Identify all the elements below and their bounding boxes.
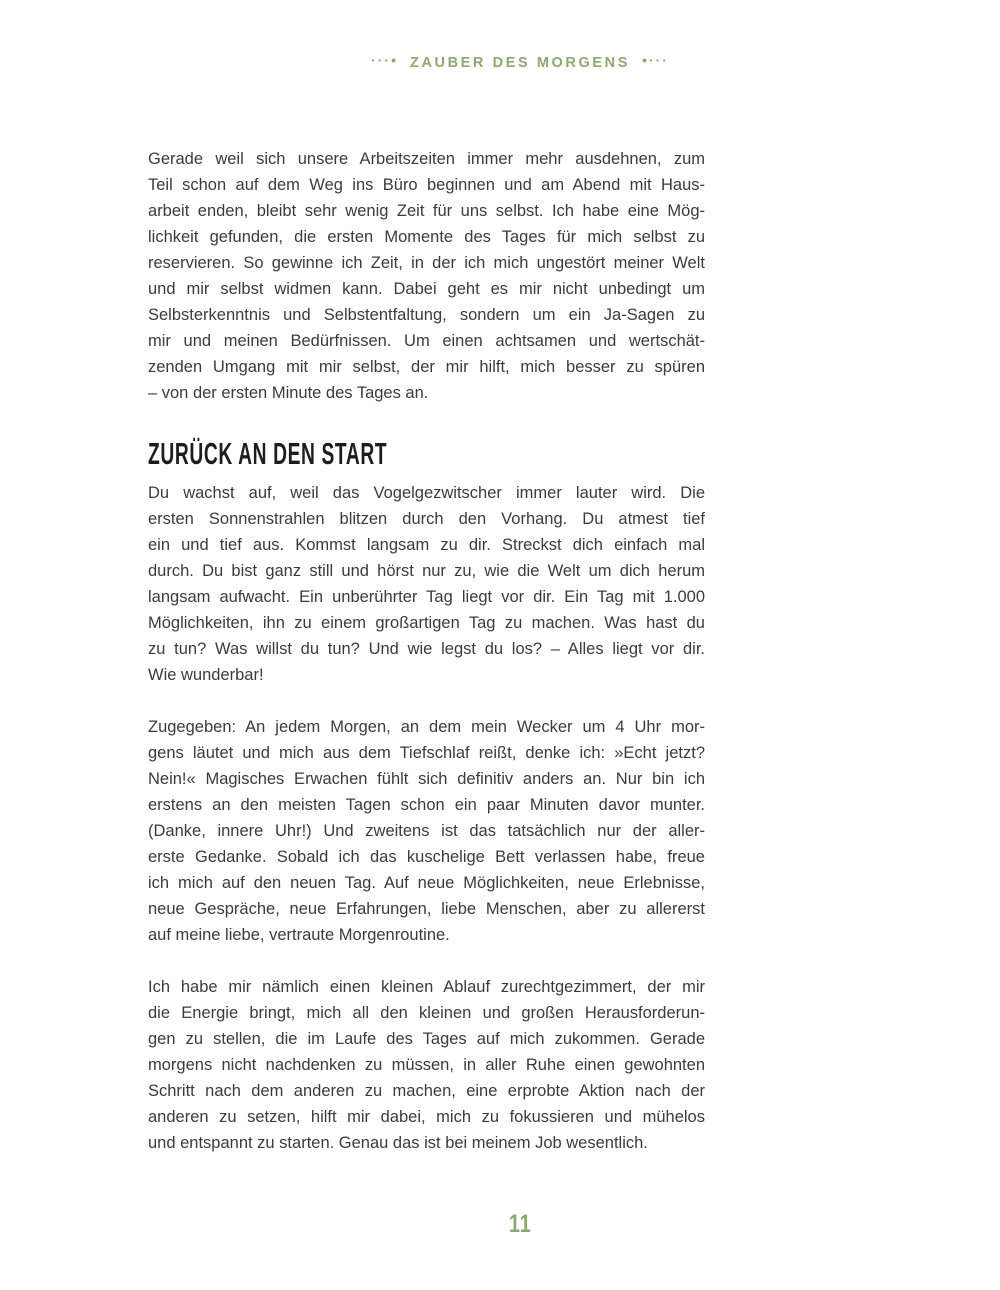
text-line: und entspannt zu starten. Genau das ist bei meinem Job wesentlich. xyxy=(148,1134,648,1152)
text-line: gens läutet und mich aus dem Tiefschlaf reißt, denke ich: »Echt jetzt? xyxy=(148,744,705,762)
paragraph xyxy=(148,480,705,688)
text-line: Gerade weil sich unsere Arbeitszeiten immer mehr ausdehnen, zum xyxy=(148,150,705,168)
paragraph xyxy=(148,974,705,1156)
text-line: Wie wunderbar! xyxy=(148,666,264,684)
text-line: (Danke, innere Uhr!) Und zweitens ist das tatsächlich nur der aller- xyxy=(148,822,705,840)
text-line: Selbsterkenntnis und Selbstentfaltung, sondern um ein Ja-Sagen zu xyxy=(148,306,705,324)
text-line: Ich habe mir nämlich einen kleinen Ablauf zurechtgezimmert, der mir xyxy=(148,978,705,996)
text-line: Möglichkeiten, ihn zu einem großartigen Tag zu machen. Was hast du xyxy=(148,614,705,632)
page-number: 11 xyxy=(508,1210,532,1238)
text-line: anderen zu setzen, hilft mir dabei, mich zu fokussieren und mühelos xyxy=(148,1108,705,1126)
text-line: zenden Umgang mit mir selbst, der mir hilft, mich besser zu spüren xyxy=(148,358,705,376)
text-line: Zugegeben: An jedem Morgen, an dem mein Wecker um 4 Uhr mor- xyxy=(148,718,705,736)
text-line: mir und meinen Bedürfnissen. Um einen achtsamen und wertschät- xyxy=(148,332,705,350)
text-line: reservieren. So gewinne ich Zeit, in der ich mich ungestört meiner Welt xyxy=(148,254,705,272)
text-line: gen zu stellen, die im Laufe des Tages auf mich zukommen. Gerade xyxy=(148,1030,705,1048)
text-line: lichkeit gefunden, die ersten Momente des Tages für mich selbst zu xyxy=(148,228,705,246)
section-heading xyxy=(148,436,705,471)
text-line: Nein!« Magisches Erwachen fühlt sich definitiv anders an. Nur bin ich xyxy=(148,770,705,788)
text-line: neue Gespräche, neue Erfahrungen, liebe Menschen, aber zu allererst xyxy=(148,900,705,918)
text-line: Schritt nach dem anderen zu machen, eine erprobte Aktion nach der xyxy=(148,1082,705,1100)
text-line: ich mich auf den neuen Tag. Auf neue Möglichkeiten, neue Erlebnisse, xyxy=(148,874,705,892)
text-line: erste Gedanke. Sobald ich das kuschelige Bett verlassen habe, freue xyxy=(148,848,705,866)
text-line: arbeit enden, bleibt sehr wenig Zeit für uns selbst. Ich habe eine Mög- xyxy=(148,202,705,220)
text-column xyxy=(148,146,705,1156)
page-footer xyxy=(0,1210,1000,1239)
text-line: zu tun? Was willst du tun? Und wie legst du los? – Alles liegt vor dir. xyxy=(148,640,705,658)
text-line: ein und tief aus. Kommst langsam zu dir. Streckst dich einfach mal xyxy=(148,536,705,554)
paragraph xyxy=(148,714,705,948)
text-line: Teil schon auf dem Weg ins Büro beginnen und am Abend mit Haus- xyxy=(148,176,705,194)
text-line: – von der ersten Minute des Tages an. xyxy=(148,384,429,402)
text-line: durch. Du bist ganz still und hörst nur zu, wie die Welt um dich herum xyxy=(148,562,705,580)
text-line: und mir selbst widmen kann. Dabei geht es mir nicht unbedingt um xyxy=(148,280,705,298)
text-line: auf meine liebe, vertraute Morgenroutine. xyxy=(148,926,450,944)
ornament-dots-left-icon: ···• xyxy=(371,52,398,68)
text-line: langsam aufwacht. Ein unberührter Tag liegt vor dir. Ein Tag mit 1.000 xyxy=(148,588,705,606)
paragraph-intro xyxy=(148,146,705,406)
ornament-dots-right-icon: •··· xyxy=(642,52,669,68)
text-line: ersten Sonnenstrahlen blitzen durch den Vorhang. Du atmest tief xyxy=(148,510,705,528)
text-line: erstens an den meisten Tagen schon ein paar Minuten davor munter. xyxy=(148,796,705,814)
text-line: Du wachst auf, weil das Vogelgezwitscher immer lauter wird. Die xyxy=(148,484,705,502)
running-header xyxy=(0,52,1000,72)
chapter-title: ZAUBER DES MORGENS xyxy=(409,55,630,71)
section-heading-text: ZURÜCK AN DEN START xyxy=(148,436,388,471)
text-line: die Energie bringt, mich all den kleinen und großen Herausforderun- xyxy=(148,1004,705,1022)
text-line: morgens nicht nachdenken zu müssen, in aller Ruhe einen gewohnten xyxy=(148,1056,705,1074)
